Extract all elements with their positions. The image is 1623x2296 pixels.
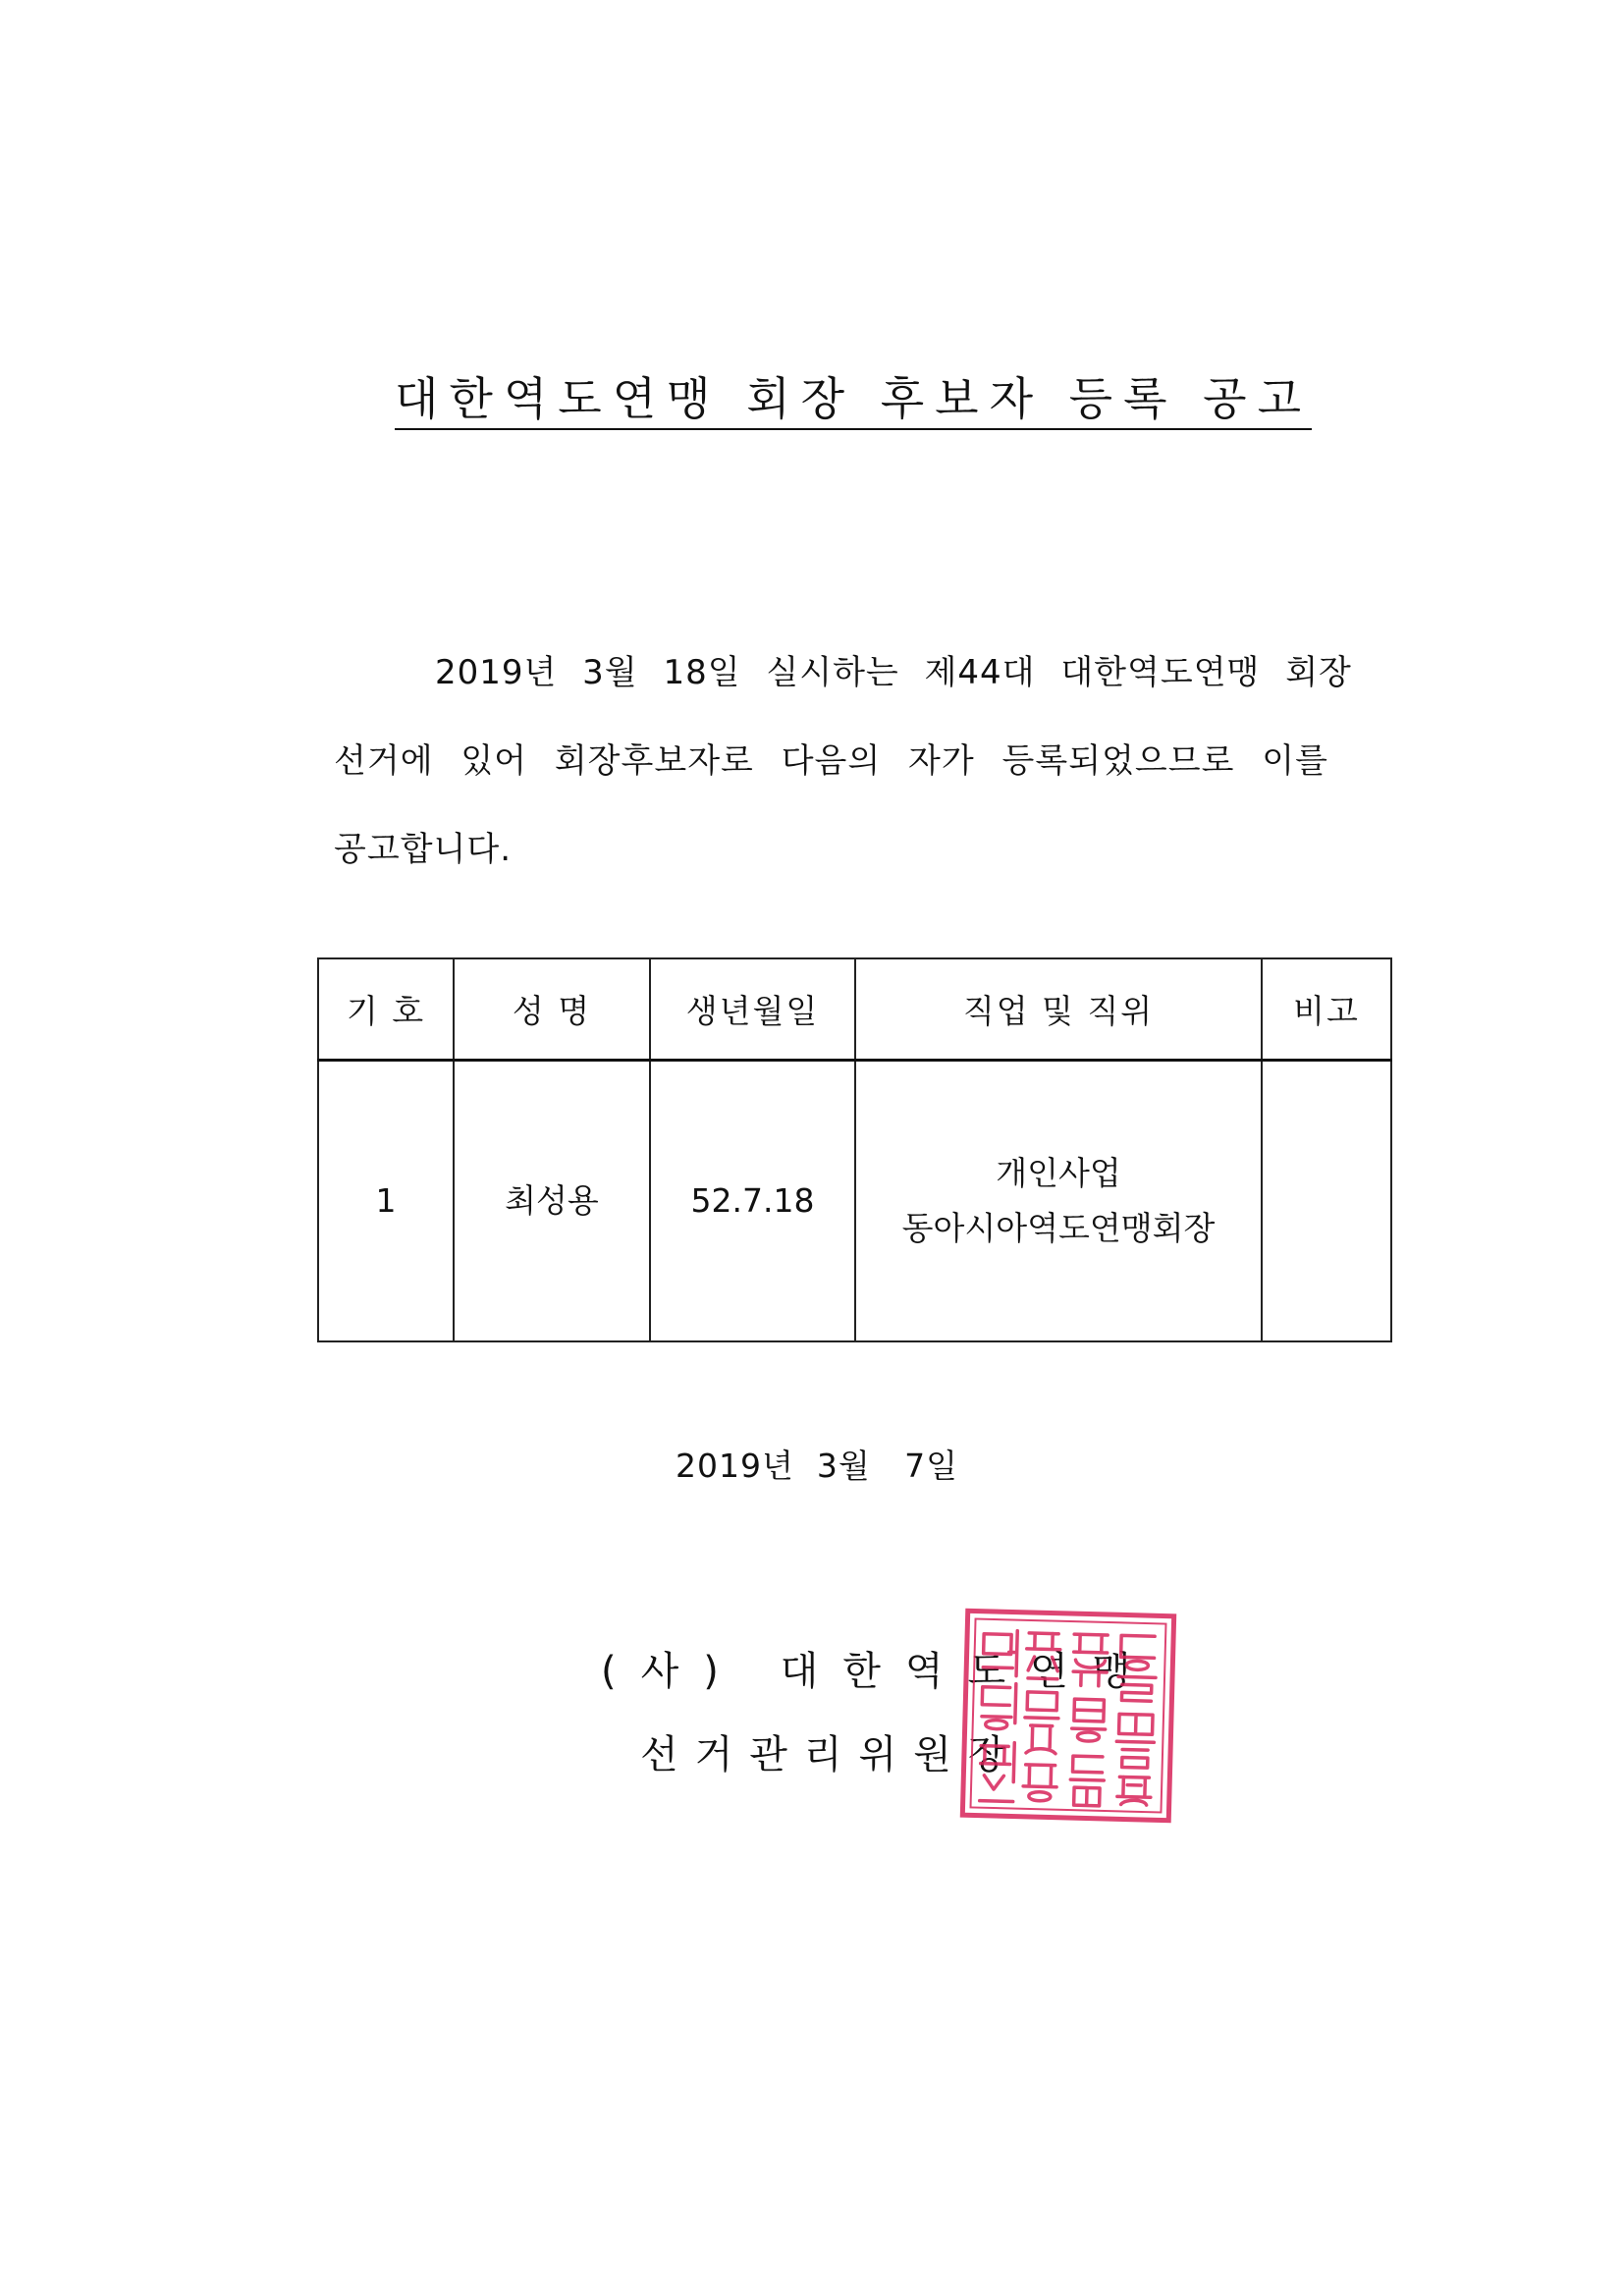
candidate-table [317, 957, 1392, 1342]
document-title: 대한역도연맹 회장 후보자 등록 공고 [395, 372, 1313, 425]
official-seal [959, 1608, 1177, 1824]
announcement-date: 2019년 3월 7일 [676, 1447, 959, 1485]
organization-name: (사) 대한역도연맹 [601, 1649, 1156, 1694]
cell-note [1262, 1061, 1391, 1342]
table-header-row [318, 958, 1391, 1061]
header-note: 비고 [1262, 958, 1391, 1061]
job-line-1: 개인사업 [996, 1154, 1121, 1192]
cell-number: 1 [318, 1061, 454, 1342]
header-number: 기 호 [318, 958, 454, 1061]
job-line-2: 동아시아역도연맹회장 [901, 1209, 1216, 1247]
body-line-3: 공고합니다. [334, 830, 513, 869]
announcement-body [334, 629, 1375, 894]
table-row [318, 1061, 1391, 1342]
header-name: 성 명 [454, 958, 650, 1061]
cell-name: 최성용 [454, 1061, 650, 1342]
cell-job [855, 1061, 1262, 1342]
committee-chair: 선거관리위원장 [640, 1732, 1023, 1777]
header-birth: 생년월일 [650, 958, 855, 1061]
body-line-1: 2019년 3월 18일 실시하는 제44대 대한역도연맹 회장 [435, 653, 1352, 692]
body-line-2: 선거에 있어 회장후보자로 다음의 자가 등록되었으므로 이를 [334, 741, 1328, 781]
header-job: 직업 및 직위 [855, 958, 1262, 1061]
cell-birth: 52.7.18 [650, 1061, 855, 1342]
seal-glyphs [980, 1630, 1158, 1808]
